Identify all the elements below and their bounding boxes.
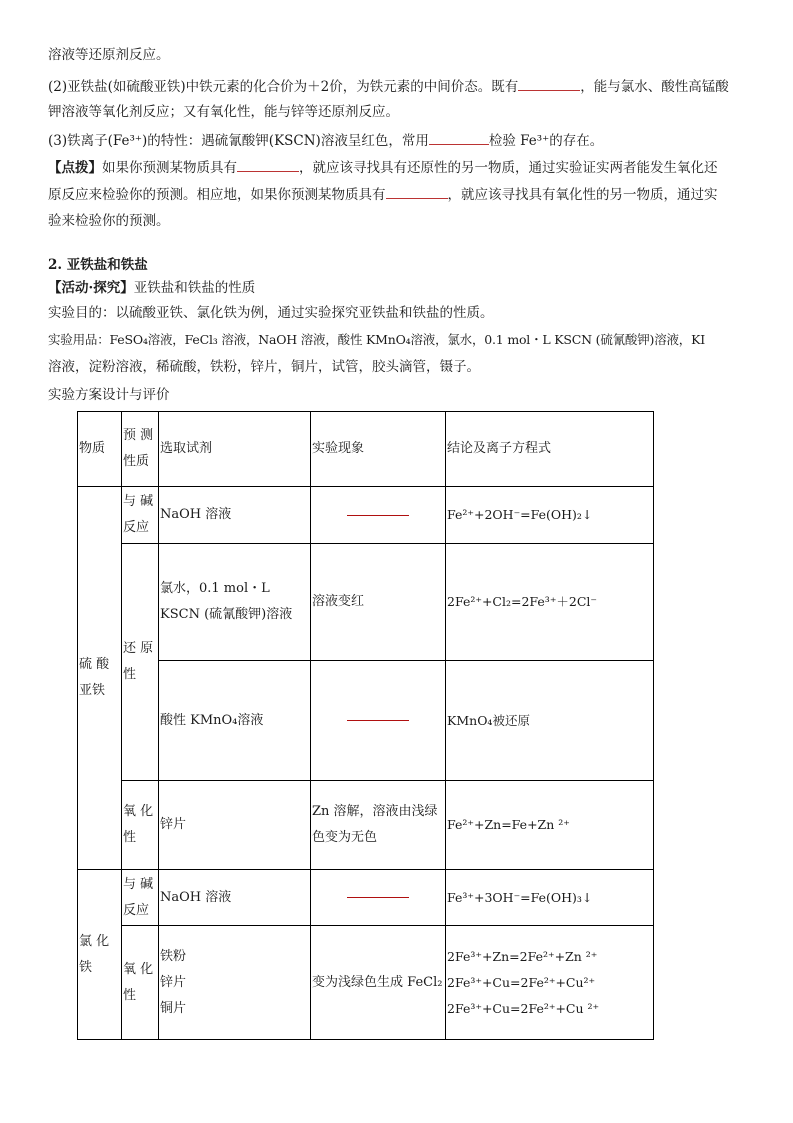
tip-part-a: 如果你预测某物质具有 [102, 160, 237, 176]
conclusion-cell: Fe³⁺+3OH⁻=Fe(OH)₃↓ [446, 870, 654, 926]
phenomenon-cell: 变为浅绿色生成 FeCl₂ [311, 926, 446, 1040]
answer-blank[interactable] [429, 131, 489, 145]
tip-line-2-part-b: ，就应该寻找具有氧化性的另一物质，通过实 [447, 187, 718, 203]
answer-blank[interactable] [347, 897, 409, 898]
property-cell: 与 碱反应 [122, 487, 159, 544]
intro-line-4 [48, 131, 748, 150]
header-predicted: 预 测性质 [122, 412, 159, 487]
phenomenon-blank-cell[interactable] [311, 487, 446, 544]
answer-blank[interactable] [347, 515, 409, 516]
reagent-item: 锌片 [160, 974, 187, 990]
equation-item: 2Fe³⁺+Zn=2Fe²⁺+Zn ²⁺ [447, 948, 598, 964]
reagent-cell: 酸性 KMnO₄溶液 [159, 661, 311, 781]
activity-title: 亚铁盐和铁盐的性质 [133, 280, 256, 296]
tip-line-2 [48, 185, 748, 204]
equation-list-cell [446, 926, 654, 1040]
reagent-item: 铁粉 [160, 948, 187, 964]
activity-line [48, 279, 748, 297]
answer-blank[interactable] [237, 158, 299, 172]
reagent-cell: 锌片 [159, 781, 311, 870]
property-cell: 氧 化性 [122, 926, 159, 1040]
substance-fecl3: 氯 化铁 [78, 870, 122, 1040]
tip-part-b: ，就应该寻找具有还原性的另一物质，通过实验证实两者能发生氧化还 [299, 160, 718, 176]
intro-line-1: 溶液等还原剂反应。 [48, 47, 170, 63]
intro-line-3: 钾溶液等氧化剂反应；又有氧化性，能与锌等还原剂反应。 [48, 104, 399, 120]
answer-blank[interactable] [386, 185, 448, 199]
reagent-item: 铜片 [160, 1000, 187, 1016]
table-row [78, 544, 654, 661]
conclusion-cell: Fe²⁺+2OH⁻=Fe(OH)₂↓ [446, 487, 654, 544]
equation-item: 2Fe³⁺+Cu=2Fe²⁺+Cu²⁺ [447, 974, 596, 990]
answer-blank[interactable] [347, 720, 409, 721]
tip-line-3: 验来检验你的预测。 [48, 213, 170, 229]
substance-feso4: 硫 酸亚铁 [78, 487, 122, 870]
intro-line-2 [48, 77, 748, 96]
header-substance: 物质 [78, 412, 122, 487]
experiment-purpose: 实验目的：以硫酸亚铁、氯化铁为例，通过实验探究亚铁盐和铁盐的性质。 [48, 305, 494, 321]
experiment-supplies-line-1: 实验用品：FeSO₄溶液，FeCl₃ 溶液，NaOH 溶液，酸性 KMnO₄溶液，氯水，0.1 mol・L KSCN (硫氰酸钾)溶液，KI [48, 332, 705, 347]
property-cell: 与 碱反应 [122, 870, 159, 926]
table-row [78, 487, 654, 544]
design-title: 实验方案设计与评价 [48, 387, 170, 403]
experiment-table [77, 411, 654, 1040]
reagent-list-cell [159, 926, 311, 1040]
intro-line-2-part-a: (2)亚铁盐(如硫酸亚铁)中铁元素的化合价为＋2价，为铁元素的中间价态。既有 [48, 79, 519, 95]
table-row [78, 781, 654, 870]
intro-line-4-part-b: 检验 Fe³⁺的存在。 [488, 133, 604, 149]
table-row [78, 661, 654, 781]
tip-label: 【点拨】 [48, 160, 102, 176]
experiment-supplies-line-2: 溶液，淀粉溶液，稀硫酸，铁粉，锌片，铜片，试管，胶头滴管，镊子。 [48, 359, 480, 375]
section-heading: 2. 亚铁盐和铁盐 [48, 257, 148, 273]
phenomenon-blank-cell[interactable] [311, 661, 446, 781]
phenomenon-cell: 溶液变红 [311, 544, 446, 661]
phenomenon-cell: Zn 溶解，溶液由浅绿色变为无色 [311, 781, 446, 870]
intro-line-2-part-b: ，能与氯水、酸性高锰酸 [580, 79, 729, 95]
intro-line-4-part-a: (3)铁离子(Fe³⁺)的特性：遇硫氰酸钾(KSCN)溶液呈红色，常用 [48, 133, 429, 149]
property-cell: 还 原性 [122, 544, 159, 781]
phenomenon-blank-cell[interactable] [311, 870, 446, 926]
activity-label: 【活动·探究】 [48, 280, 134, 296]
property-cell: 氧 化性 [122, 781, 159, 870]
table-row [78, 870, 654, 926]
header-phenomenon: 实验现象 [311, 412, 446, 487]
table-header-row [78, 412, 654, 487]
table-row [78, 926, 654, 1040]
conclusion-cell: KMnO₄被还原 [446, 661, 654, 781]
answer-blank[interactable] [518, 77, 580, 91]
header-reagent: 选取试剂 [159, 412, 311, 487]
conclusion-cell: 2Fe²⁺+Cl₂=2Fe³⁺＋2Cl⁻ [446, 544, 654, 661]
reagent-cell: NaOH 溶液 [159, 487, 311, 544]
reagent-cell: 氯水，0.1 mol・L KSCN (硫氰酸钾)溶液 [159, 544, 311, 661]
reagent-cell: NaOH 溶液 [159, 870, 311, 926]
equation-item: 2Fe³⁺+Cu=2Fe²⁺+Cu ²⁺ [447, 1000, 600, 1016]
tip-line-1 [48, 158, 748, 177]
conclusion-cell: Fe²⁺+Zn=Fe+Zn ²⁺ [446, 781, 654, 870]
header-conclusion: 结论及离子方程式 [446, 412, 654, 487]
tip-line-2-part-a: 原反应来检验你的预测。相应地，如果你预测某物质具有 [48, 187, 386, 203]
